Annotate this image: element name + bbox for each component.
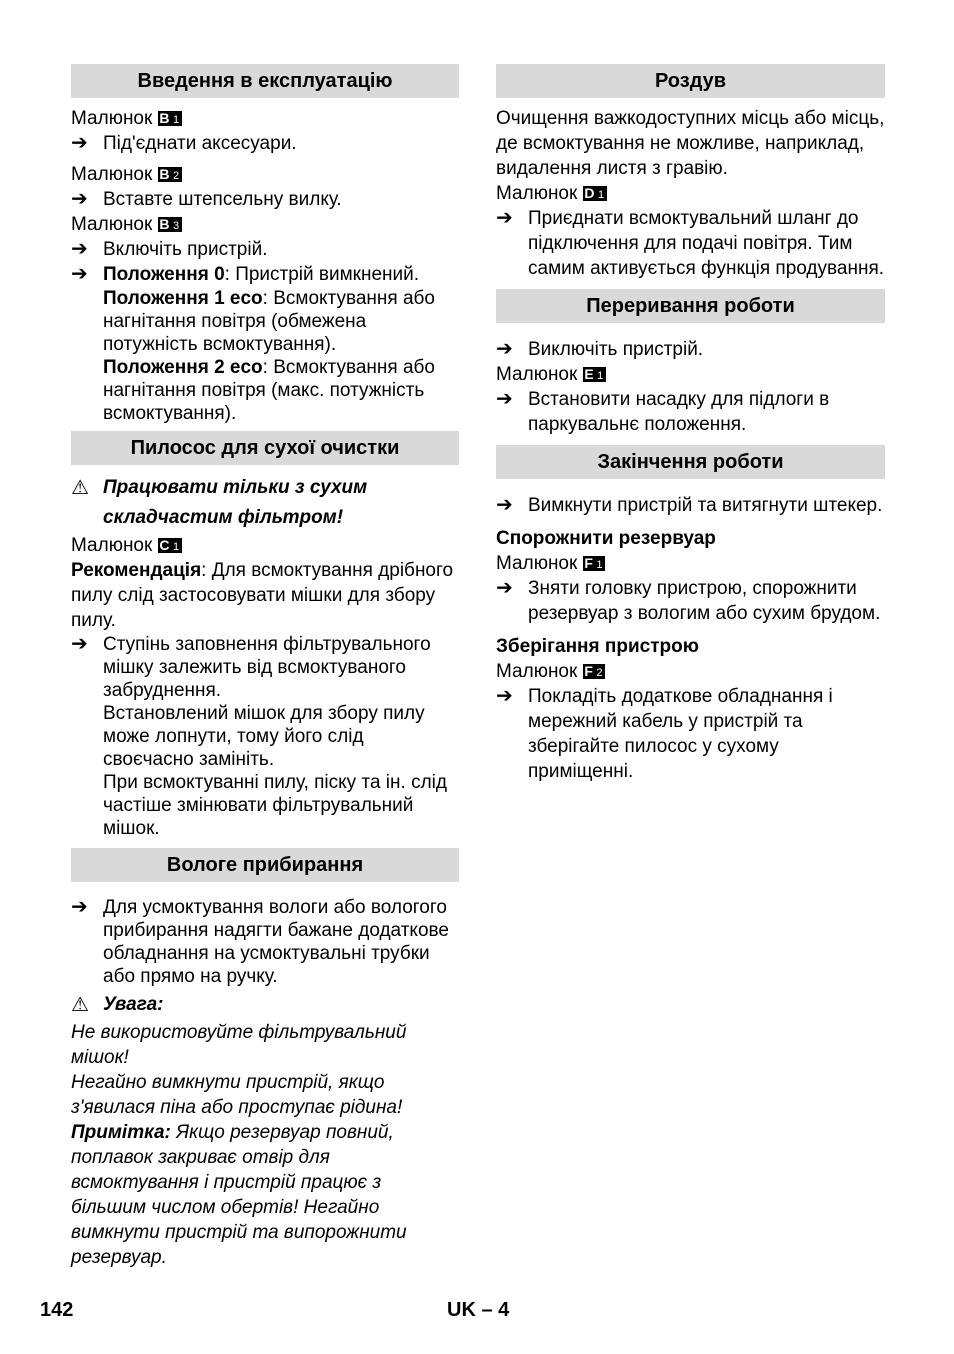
instruction-text: Ступінь заповнення фільтрувального мішку залежить від всмоктуваного забруднення. xyxy=(103,634,431,701)
section-label: UK – 4 xyxy=(447,1299,510,1321)
position-label: Положення 2 eco xyxy=(103,357,263,378)
arrow-icon: ➔ xyxy=(496,685,513,707)
figure-reference xyxy=(496,551,885,576)
figure-number: 2 xyxy=(172,170,180,182)
position-label: Положення 0 xyxy=(103,264,225,285)
instruction-item xyxy=(496,493,885,518)
figure-reference xyxy=(496,659,885,684)
position-description xyxy=(71,287,459,356)
instruction-text: Вимкнути пристрій та витягнути штекер. xyxy=(528,495,883,516)
section-header-pause: Переривання роботи xyxy=(496,289,885,323)
instruction-text: Встановити насадку для підлоги в паркувальнє положення. xyxy=(528,389,830,435)
instruction-text: Для усмоктування вологи або вологого прибирання надягти бажане додаткове обладнання на усмоктувальні трубки або прямо на ручку. xyxy=(103,897,449,987)
section-header-startup: Введення в експлуатацію xyxy=(71,64,459,98)
position-text: : Пристрій вимкнений. xyxy=(224,264,420,285)
instruction-item xyxy=(71,262,459,287)
instruction-item xyxy=(496,206,885,281)
arrow-icon: ➔ xyxy=(71,633,88,655)
warning-icon: ⚠ xyxy=(71,994,89,1016)
figure-badge xyxy=(583,664,605,679)
figure-word: Малюнок xyxy=(496,553,578,574)
arrow-icon: ➔ xyxy=(496,577,513,599)
instruction-item xyxy=(71,633,459,702)
figure-reference xyxy=(71,106,459,131)
figure-word: Малюнок xyxy=(71,214,153,235)
instruction-text: Під'єднати аксесуари. xyxy=(103,133,297,154)
figure-badge xyxy=(583,186,606,201)
note xyxy=(71,1120,459,1270)
section-header-dry: Пилосос для сухої очистки xyxy=(71,431,459,465)
figure-number: 1 xyxy=(172,541,180,553)
figure-reference xyxy=(71,212,459,237)
subheading: Спорожнити резервуар xyxy=(496,528,716,549)
figure-badge xyxy=(583,556,605,571)
arrow-icon: ➔ xyxy=(496,494,513,516)
figure-reference xyxy=(71,162,459,187)
figure-badge xyxy=(583,367,605,382)
figure-letter: B xyxy=(159,216,170,232)
instruction-text: Приєднати всмоктувальний шланг до підключення для подачі повітря. Тим самим активується функція продування. xyxy=(528,208,885,279)
note-text: Якщо резервуар повний, поплавок закриває отвір для всмоктування і пристрій працює з більшим числом обертів! Негайно вимкнути пристрій та випорожнити резервуар. xyxy=(71,1122,407,1268)
figure-number: 1 xyxy=(597,189,605,201)
subheading: Зберігання пристрою xyxy=(496,636,699,657)
figure-number: 2 xyxy=(596,667,604,679)
figure-letter: E xyxy=(584,366,595,382)
arrow-icon: ➔ xyxy=(71,188,88,210)
instruction-item xyxy=(496,337,885,362)
arrow-icon: ➔ xyxy=(496,388,513,410)
section-header-wet: Вологе прибирання xyxy=(71,848,459,882)
arrow-icon: ➔ xyxy=(71,263,88,285)
figure-word: Малюнок xyxy=(496,661,578,682)
instruction-item xyxy=(71,896,459,988)
figure-badge xyxy=(158,538,181,553)
note-label: Примітка: xyxy=(71,1122,171,1143)
instruction-text: Виключіть пристрій. xyxy=(528,339,704,360)
figure-number: 1 xyxy=(596,559,604,571)
arrow-icon: ➔ xyxy=(71,896,88,918)
arrow-icon: ➔ xyxy=(71,238,88,260)
figure-number: 1 xyxy=(597,370,604,382)
instruction-item xyxy=(496,576,885,626)
instruction-item xyxy=(496,684,885,784)
figure-reference xyxy=(496,362,885,387)
warning-text: Не використовуйте фільтрувальний мішок! xyxy=(71,1022,407,1068)
figure-letter: B xyxy=(159,166,170,182)
arrow-icon: ➔ xyxy=(496,207,513,229)
instruction-text: Зняти головку пристрою, спорожнити резервуар з вологим або сухим брудом. xyxy=(528,578,881,624)
figure-badge xyxy=(158,217,181,232)
instruction-text: Вставте штепсельну вилку. xyxy=(103,189,342,210)
position-label: Положення 1 eco xyxy=(103,288,263,309)
warning-text: Негайно вимкнути пристрій, якщо з'явилася піна або проступає рідина! xyxy=(71,1072,403,1118)
paragraph: Встановлений мішок для збору пилу може лопнути, тому його слід своєчасно замініть. xyxy=(103,703,425,770)
paragraph: При всмоктуванні пилу, піску та ін. слід частіше змінювати фільтрувальний мішок. xyxy=(103,772,447,839)
page-number: 142 xyxy=(40,1299,74,1321)
arrow-icon: ➔ xyxy=(71,132,88,154)
instruction-text: Включіть пристрій. xyxy=(103,239,268,260)
figure-number: 1 xyxy=(172,114,180,126)
figure-word: Малюнок xyxy=(496,364,578,385)
figure-word: Малюнок xyxy=(71,535,153,556)
figure-badge xyxy=(158,167,181,182)
arrow-icon: ➔ xyxy=(496,338,513,360)
position-description xyxy=(71,356,459,425)
figure-letter: F xyxy=(584,555,594,571)
position-text: : Всмоктування або нагнітання повітря (макс. потужність всмоктування). xyxy=(103,357,435,424)
attention-line xyxy=(71,990,459,1020)
warning-icon: ⚠ xyxy=(71,477,89,499)
figure-reference xyxy=(71,533,459,558)
instruction-item xyxy=(496,387,885,437)
figure-word: Малюнок xyxy=(71,108,153,129)
figure-word: Малюнок xyxy=(496,183,578,204)
figure-number: 3 xyxy=(172,220,180,232)
left-column xyxy=(71,64,459,1270)
figure-letter: D xyxy=(584,185,595,201)
instruction-text: Покладіть додаткове обладнання і мережний кабель у пристрій та зберігайте пилосос у сухому приміщенні. xyxy=(528,686,833,782)
recommendation-text: : Для всмоктування дрібного пилу слід застосовувати мішки для збору пилу. xyxy=(71,560,454,631)
position-text: : Всмоктування або нагнітання повітря (обмежена потужність всмоктування). xyxy=(103,288,435,355)
attention-label: Увага: xyxy=(103,994,164,1015)
warning-line xyxy=(71,473,459,533)
section-header-blow: Роздув xyxy=(496,64,885,98)
figure-letter: F xyxy=(584,663,594,679)
paragraph: Очищення важкодоступних місць або місць, де всмоктування не можливе, наприклад, видалення листя з гравію. xyxy=(496,108,885,179)
figure-reference xyxy=(496,181,885,206)
figure-word: Малюнок xyxy=(71,164,153,185)
section-header-end: Закінчення роботи xyxy=(496,445,885,479)
recommendation-label: Рекомендація xyxy=(71,560,202,581)
instruction-item xyxy=(71,131,459,156)
recommendation xyxy=(71,558,459,633)
right-column xyxy=(496,64,885,784)
warning-text: Працювати тільки з сухим складчастим фільтром! xyxy=(103,477,368,528)
instruction-item xyxy=(71,237,459,262)
figure-letter: C xyxy=(159,537,170,553)
figure-badge xyxy=(158,111,181,126)
instruction-item xyxy=(71,187,459,212)
figure-letter: B xyxy=(159,110,170,126)
